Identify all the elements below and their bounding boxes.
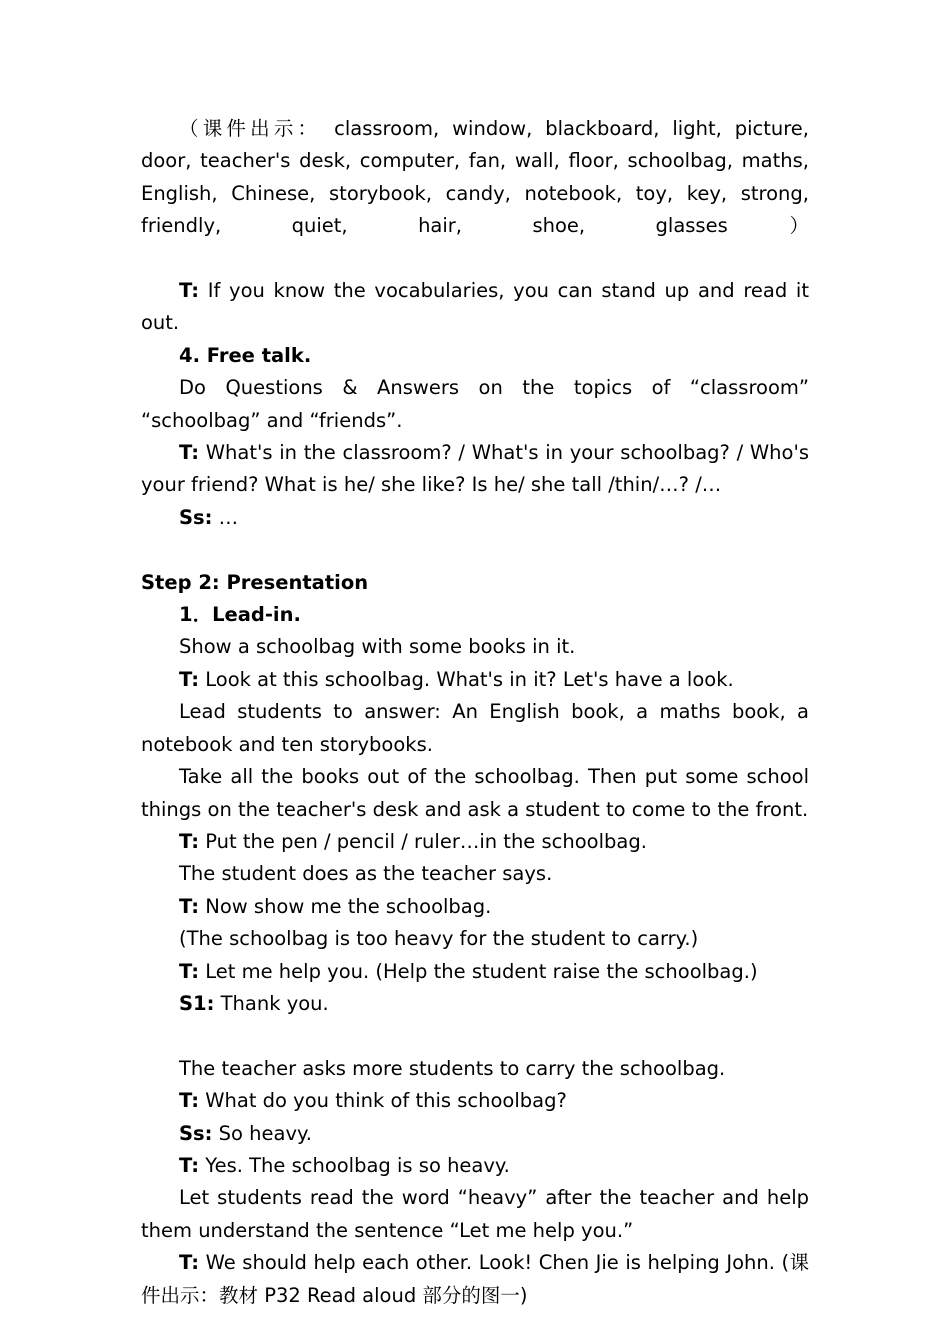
- speaker-label-t: T:: [179, 1251, 200, 1275]
- speech-text: What's in the classroom? / What's in your schoolbag? / Who's your friend? What is he/ she like? Is he/ she tall /thin/…? /…: [141, 441, 809, 497]
- line-student1-thank-you: [141, 988, 809, 1020]
- blank-line-spacer: [141, 534, 809, 566]
- speech-text: So heavy.: [212, 1121, 312, 1145]
- line-teacher-what-do-you-think: [141, 1085, 809, 1117]
- paragraph-teacher-we-should-help: [141, 1247, 809, 1312]
- speech-text: Now show me the schoolbag.: [199, 894, 492, 918]
- paragraph-lead-students-to-answer: Lead students to answer: An English book, a maths book, a notebook and ten storybooks.: [141, 700, 809, 756]
- speaker-label-ss: Ss:: [179, 1121, 213, 1145]
- line-stage-direction-too-heavy: (The schoolbag is too heavy for the student to carry.): [179, 927, 699, 951]
- line-teacher-let-me-help-you: [141, 956, 809, 988]
- speech-text: We should help each other. Look! Chen Jie is helping John. (课件出示：教材 P32 Read aloud 部分的图一): [141, 1251, 809, 1307]
- speech-text: If you know the vocabularies, you can stand up and read it out.: [141, 279, 809, 335]
- speaker-label-t: T:: [179, 829, 200, 853]
- speaker-label-t: T:: [179, 441, 200, 465]
- line-teacher-asks-more-students: The teacher asks more students to carry the schoolbag.: [179, 1056, 726, 1080]
- speaker-label-t: T:: [179, 894, 200, 918]
- speaker-label-s1: S1:: [179, 991, 215, 1015]
- paragraph-let-students-read-heavy: Let students read the word “heavy” after the teacher and help them understand the sentence “Let me help you.”: [141, 1186, 809, 1242]
- paragraph-do-questions-answers: Do Questions & Answers on the topics of “classroom” “schoolbag” and “friends”.: [141, 376, 809, 432]
- speaker-label-t: T:: [179, 667, 200, 691]
- speaker-label-t: T:: [179, 1153, 200, 1177]
- speech-text: Look at this schoolbag. What's in it? Let's have a look.: [199, 667, 734, 691]
- speech-text: Thank you.: [214, 991, 329, 1015]
- speech-text: What do you think of this schoolbag?: [199, 1089, 567, 1113]
- line-show-schoolbag: Show a schoolbag with some books in it.: [179, 635, 576, 659]
- heading-free-talk: 4. Free talk.: [179, 343, 312, 367]
- line-teacher-yes-so-heavy: [141, 1150, 809, 1182]
- line-teacher-vocabularies: [141, 275, 809, 340]
- speaker-label-t: T:: [179, 1089, 200, 1113]
- heading-lead-in: 1．Lead-in.: [179, 603, 301, 627]
- line-teacher-put-the-pen: [141, 826, 809, 858]
- paragraph-vocabulary-list: （课件出示： classroom, window, blackboard, light, picture, door, teacher's desk, computer, fan, wall, floor, schoolbag, maths, English, Chinese, storybook, candy, notebook, toy, key, strong, friendly, quiet, hair, shoe, glasses）: [141, 117, 809, 238]
- blank-line-spacer: [141, 1020, 809, 1052]
- speech-text: Let me help you. (Help the student raise the schoolbag.): [199, 959, 758, 983]
- line-student-does-as-teacher-says: The student does as the teacher says.: [179, 862, 553, 886]
- speaker-label-t: T:: [179, 279, 200, 303]
- speech-text: Put the pen / pencil / ruler…in the schoolbag.: [199, 829, 647, 853]
- speaker-label-ss: Ss:: [179, 505, 213, 529]
- line-teacher-now-show-me: [141, 891, 809, 923]
- document-text-column: [141, 113, 809, 1312]
- line-students-so-heavy: [141, 1118, 809, 1150]
- line-teacher-classroom-questions: [141, 437, 809, 502]
- speech-text: Yes. The schoolbag is so heavy.: [199, 1153, 510, 1177]
- paragraph-take-all-books: Take all the books out of the schoolbag. Then put some school things on the teacher's desk and ask a student to come to the front.: [141, 765, 809, 821]
- heading-step-2: Step 2: Presentation: [141, 570, 369, 594]
- speech-text: …: [212, 505, 239, 529]
- line-teacher-look-at-schoolbag: [141, 664, 809, 696]
- speaker-label-t: T:: [179, 959, 200, 983]
- line-students-ellipsis: [141, 502, 809, 534]
